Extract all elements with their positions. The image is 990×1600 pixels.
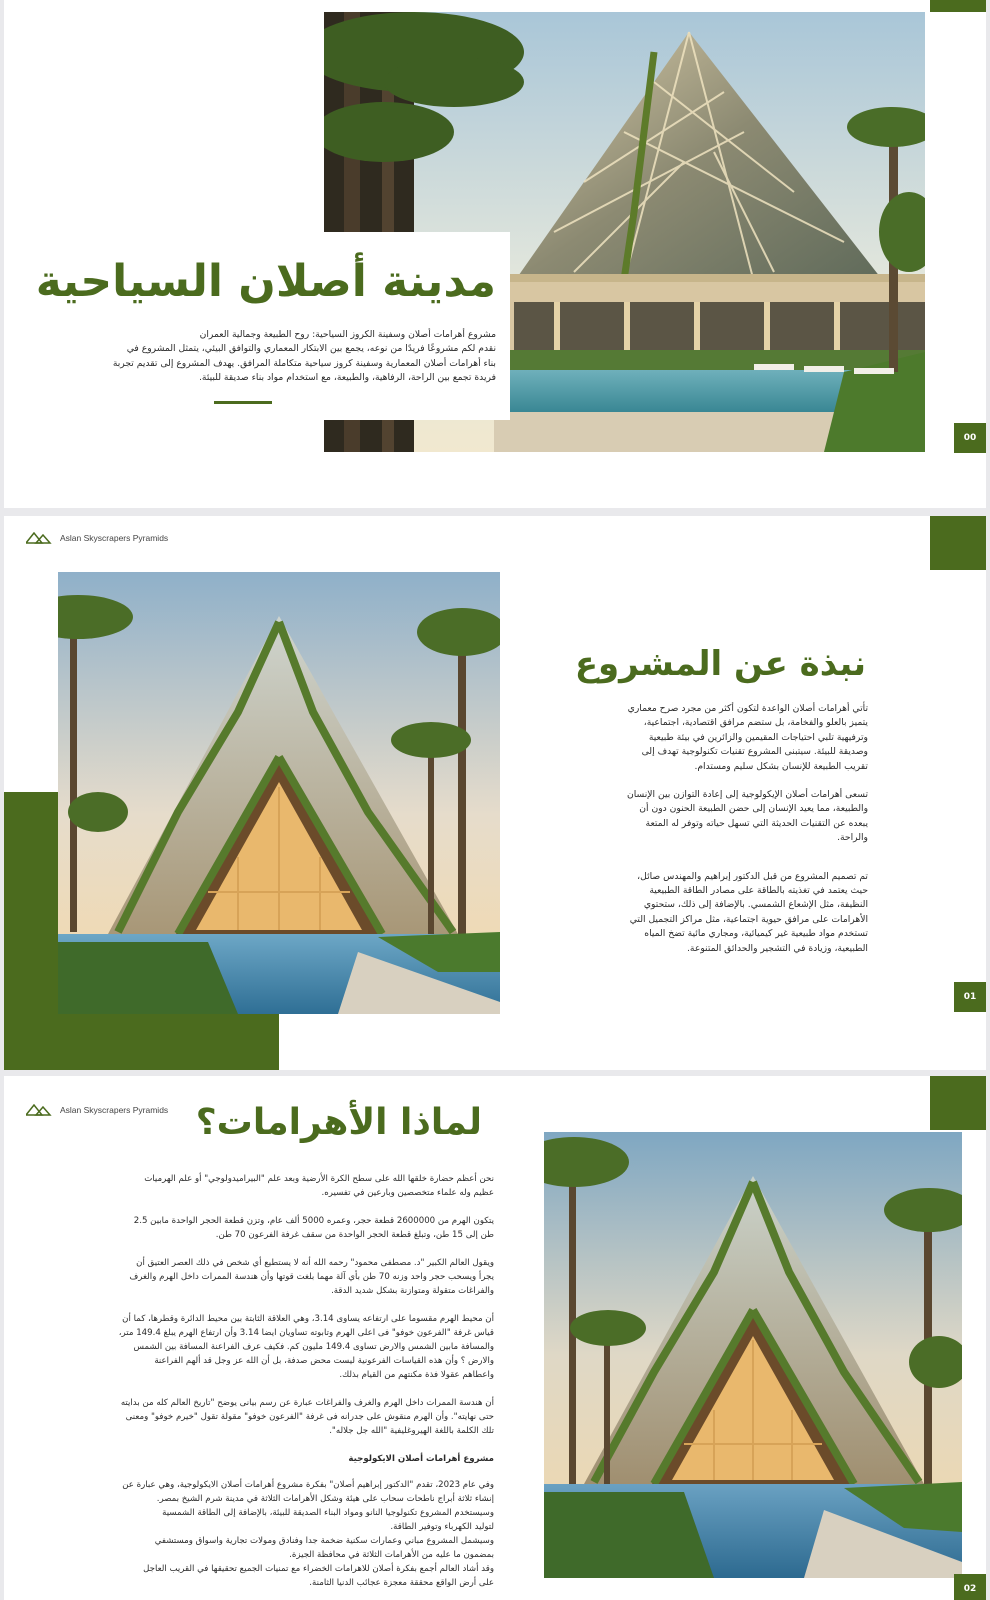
page-number: 00 xyxy=(954,423,986,453)
text-line: نحن أعظم حضارة خلقها الله على سطح الكرة الأرضية وبعد علم "البيراميدولوجي" أو علم الهرميات xyxy=(144,1174,494,1184)
pyramid-garden-image xyxy=(58,572,500,1014)
text-line: بمضمون ما عليه من الأهرامات الثلاثة في محافظة الجيزة. xyxy=(289,1550,494,1560)
text-line: أن محيط الهرم مقسوما على ارتفاعه يساوى 3.14، وهي العلاقة الثابتة بين محيط الدائرة وقطرها، كما أن xyxy=(122,1314,494,1324)
text-line: والراحة. xyxy=(837,832,868,844)
section-title: نبذة عن المشروع xyxy=(574,644,866,684)
paragraph xyxy=(48,1312,494,1382)
subheading: مشروع أهرامات أصلان الايكولوجية xyxy=(348,1454,494,1464)
page-number: 02 xyxy=(954,1574,986,1600)
slide-why-pyramids xyxy=(4,1076,986,1600)
text-line: النظيفة، مثل الإشعاع الشمسي. بالإضافة إلى ذلك، ستحتوي xyxy=(643,899,868,911)
text-line: الطبيعية، وزيادة في التشجير والحدائق المتنوعة. xyxy=(686,942,868,954)
brand-logo xyxy=(26,532,168,544)
text-line: على أرض الواقع محققة معجزة عجائب الدنيا الثامنة. xyxy=(309,1578,494,1588)
slide-cover xyxy=(4,0,986,508)
text-line: يتكون الهرم من 2600000 قطعة حجر، وعمره 5000 ألف عام، وتزن قطعة الحجر الواحدة مابين 2.5 xyxy=(133,1216,494,1226)
text-line: واعطاهم عقولا فذة مكنتهم من القيام بذلك. xyxy=(339,1370,494,1380)
text-line: لتوليد الكهرباء وتوفير الطاقة. xyxy=(390,1522,494,1532)
paragraph xyxy=(48,1172,494,1200)
pyramid-tower-image xyxy=(544,1132,962,1578)
text-line: تقريب الطبيعة للإنسان بشكل سليم ومستدام. xyxy=(694,760,868,772)
text-line: وسيشمل المشروع مباني وعمارات سكنية ضخمة جدا وفنادق ومولات تجارية واسواق ومستشفي xyxy=(154,1536,494,1546)
text-line: عظيم وله علماء متخصصين وبارعين في تفسيره. xyxy=(321,1188,494,1198)
intro-line: مشروع أهرامات أصلان وسفينة الكروز السياحية: روح الطبيعة وجمالية العمران xyxy=(199,329,496,340)
page-number: 01 xyxy=(954,982,986,1012)
paragraph xyxy=(48,1396,494,1438)
text-line: قياس غرفة "الفرعون خوفو" فى اعلى الهرم وتابوته تساويان ايضا 3.14 وأن ارتفاع الهرم يبلغ 149.4 متر، xyxy=(118,1328,494,1338)
text-line: الأهرامات على مرافق حيوية اجتماعية، مثل مراكز التجميل التي xyxy=(629,913,868,925)
brand-name: Aslan Skyscrapers Pyramids xyxy=(60,1105,169,1115)
about-text xyxy=(588,702,868,970)
text-line: أن هندسة الممرات داخل الهرم والغرف والفراغات عبارة عن رسم بيانى يوضح "تاريخ العالم كله من بدايته xyxy=(120,1398,494,1408)
text-line: والفراغات متقولة ومتوازنة بشكل شديد الدقة. xyxy=(331,1286,494,1296)
text-line: طن إلى 15 طن، وتبلغ قطعة الحجر الواحدة من سقف غرفة الفرعون 70 طن. xyxy=(215,1230,494,1240)
title-underline xyxy=(214,401,272,404)
text-line: تستخدم مواد طبيعية غير كيميائية، ومجاري مائية تضخ المياه xyxy=(644,928,868,940)
text-line: تأتي أهرامات أصلان الواعدة لتكون أكثر من مجرد صرح معماري xyxy=(627,703,868,714)
text-line: يتميز بالعلو والفخامة، بل ستضم مرافق اقتصادية، اجتماعية، xyxy=(643,717,868,729)
text-line: والمسافة مابين الشمس والارض تساوى 149.4 مليون كم. فكيف عرف الفراعنة المسافة بين الشمس xyxy=(133,1342,494,1352)
intro-line: نقدم لكم مشروعًا فريدًا من نوعه، يجمع بين الابتكار المعماري والتوافق البيئي، يتمثل المشروع في xyxy=(126,343,496,355)
text-line: وترفيهية تلبي احتياجات المقيمين والزائرين في بيئة طبيعية xyxy=(648,731,868,743)
paragraph xyxy=(48,1256,494,1298)
text-line: يجرأ ويسحب حجر واحد وزنه 70 طن بأي آلة مهما بلغت قوتها وأن هندسة الممرات داخل الهرم والغرف xyxy=(129,1272,494,1282)
intro-paragraph xyxy=(56,328,496,386)
paragraph xyxy=(588,870,868,956)
text-line: تم تصميم المشروع من قبل الدكتور إبراهيم والمهندس صائل، xyxy=(637,870,868,882)
corner-accent xyxy=(930,1076,986,1130)
why-text xyxy=(48,1172,494,1590)
pyramid-logo-icon xyxy=(26,532,52,544)
paragraph xyxy=(588,702,868,774)
text-line: تلك الكلمة باللغة الهيروغليفية "الله جل جلاله". xyxy=(329,1426,494,1436)
page-title: مدينة أصلان السياحية xyxy=(35,256,496,307)
text-line: وصديقة للبيئة. سيتبنى المشروع تقنيات تكنولوجية تهدف إلى xyxy=(641,746,868,758)
intro-line: بناء أهرامات أصلان المعمارية وسفينة كروز سياحية متكاملة المرافق. يهدف المشروع إلى تقديم تجربة xyxy=(112,357,496,369)
slide-about xyxy=(4,516,986,1070)
text-line: والارض ؟ وأن هذه القياسات الفرعونية ليست محض صدفة، بل أن الله عز وجل قد ألهم الفراعنة xyxy=(154,1356,494,1366)
intro-line: فريدة تجمع بين الراحة، الرفاهية، والطبيعة، مع استخدام مواد بناء صديقة للبيئة. xyxy=(199,372,496,384)
section-title: لماذا الأهرامات؟ xyxy=(195,1102,482,1143)
paragraph xyxy=(48,1214,494,1242)
paragraph xyxy=(48,1478,494,1590)
brand-name: Aslan Skyscrapers Pyramids xyxy=(60,533,169,543)
text-line: حيث يعتمد في تغذيته بالطاقة على مصادر الطاقة الطبيعية xyxy=(649,885,868,897)
text-line: يبعده عن التقنيات الحديثة التي تسهل حياته وتوفر له المتعة xyxy=(645,817,868,829)
pyramid-logo-icon xyxy=(26,1104,52,1116)
brand-logo xyxy=(26,1104,168,1116)
text-line: تسعى أهرامات أصلان الإيكولوجية إلى إعادة التوازن بين الإنسان xyxy=(626,789,868,801)
text-line: إنشاء ثلاثة أبراج ناطحات سحاب على هيئة وشكل الأهرامات الثلاثة في مدينة شرم الشيخ بمصر. xyxy=(156,1494,494,1504)
text-line: ويقول العالم الكبير "د. مصطفى محمود" رحمه الله أنه لا يستطيع أي شخص في ذلك العصر العتيق أن xyxy=(136,1258,494,1268)
text-line: وقد أشاد العالم أجمع بفكرة أصلان للاهرامات الخضراء مع تمنيات الجميع تحقيقها في القريب العاجل xyxy=(143,1564,494,1574)
text-line: وفي عام 2023، تقدم "الدكتور إبراهيم أصلان" بفكرة مشروع أهرامات أصلان الايكولوجية، وهي عبارة عن xyxy=(122,1480,494,1490)
paragraph xyxy=(588,788,868,846)
corner-accent xyxy=(930,516,986,570)
cover-text-box xyxy=(4,232,510,420)
text-line: وسيستخدم المشروع تكنولوجيا النانو ومواد البناء الصديقة للبيئة، بالإضافة إلى الطاقة الشمسية xyxy=(162,1508,494,1518)
text-line: والطبيعة، مما يعيد الإنسان إلى حضن الطبيعة الحنون دون أن xyxy=(639,803,868,815)
corner-accent xyxy=(930,0,986,12)
text-line: حتى نهايته". وأن الهرم منقوش على جدرانه فى غرفة "الفرعون خوفو" مقولة تقول "خيرم خوفو" ومعنى xyxy=(125,1412,494,1422)
